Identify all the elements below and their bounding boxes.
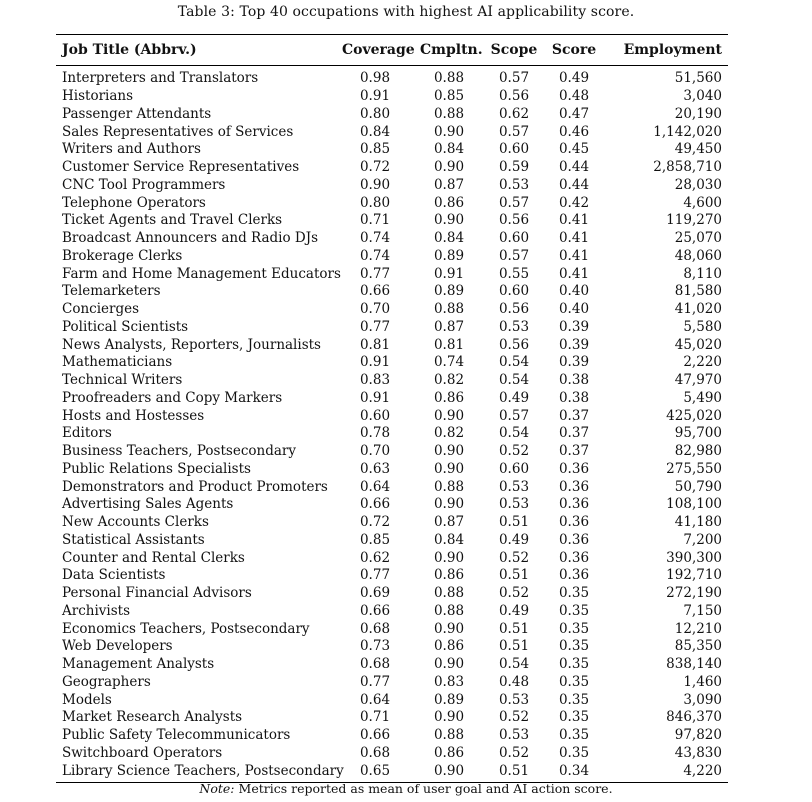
cell-employment: 838,140 — [666, 656, 722, 673]
cell-scope: 0.57 — [498, 194, 530, 211]
cell-job-title: News Analysts, Reporters, Journalists — [62, 336, 321, 353]
cell-employment: 119,270 — [666, 212, 722, 229]
cell-score: 0.37 — [558, 443, 590, 460]
cell-score: 0.44 — [558, 159, 590, 176]
table-row — [56, 265, 728, 283]
cell-completion: 0.87 — [433, 514, 465, 531]
cell-scope: 0.48 — [498, 673, 530, 690]
table-row — [56, 638, 728, 656]
table-row — [56, 123, 728, 141]
cell-scope: 0.60 — [498, 230, 530, 247]
cell-scope: 0.52 — [498, 549, 530, 566]
table-row — [56, 443, 728, 461]
table-row — [56, 478, 728, 496]
cell-scope: 0.57 — [498, 407, 530, 424]
cell-score: 0.35 — [558, 585, 590, 602]
cell-coverage: 0.72 — [359, 514, 391, 531]
cell-employment: 192,710 — [666, 567, 722, 584]
table-row — [56, 390, 728, 408]
cell-scope: 0.52 — [498, 709, 530, 726]
table-row — [56, 159, 728, 177]
cell-employment: 1,142,020 — [653, 123, 722, 140]
header-scope: Scope — [484, 35, 544, 66]
cell-employment: 47,970 — [674, 372, 722, 389]
cell-completion: 0.86 — [433, 638, 465, 655]
cell-employment: 4,220 — [604, 762, 728, 782]
cell-scope: 0.51 — [498, 638, 530, 655]
cell-scope: 0.56 — [498, 336, 530, 353]
cell-job-title: Proofreaders and Copy Markers — [62, 389, 283, 406]
cell-score: 0.35 — [558, 673, 590, 690]
cell-completion: 0.88 — [433, 602, 465, 619]
table-row — [56, 496, 728, 514]
table-note — [0, 781, 812, 796]
cell-completion: 0.86 — [433, 389, 465, 406]
cell-job-title: Models — [62, 691, 112, 708]
cell-job-title: Passenger Attendants — [62, 105, 212, 122]
cell-completion: 0.83 — [433, 673, 465, 690]
cell-scope: 0.52 — [498, 744, 530, 761]
cell-job-title: Historians — [62, 88, 134, 105]
cell-score: 0.36 — [558, 531, 590, 548]
cell-employment: 846,370 — [666, 709, 722, 726]
cell-scope: 0.55 — [498, 265, 530, 282]
table-row — [56, 248, 728, 266]
cell-completion: 0.88 — [433, 727, 465, 744]
cell-job-title: Advertising Sales Agents — [62, 496, 234, 513]
table-row — [56, 549, 728, 567]
cell-scope: 0.53 — [498, 478, 530, 495]
cell-scope: 0.60 — [498, 141, 530, 158]
cell-job-title: Personal Financial Advisors — [62, 585, 252, 602]
cell-employment: 8,110 — [683, 265, 722, 282]
table-row — [56, 106, 728, 124]
cell-coverage: 0.91 — [359, 88, 391, 105]
cell-job-title: Hosts and Hostesses — [62, 407, 205, 424]
table-row — [56, 177, 728, 195]
occupations-table — [56, 34, 728, 783]
cell-completion: 0.86 — [433, 744, 465, 761]
cell-score: 0.35 — [558, 691, 590, 708]
cell-coverage: 0.68 — [359, 744, 391, 761]
table-row — [56, 585, 728, 603]
cell-completion: 0.81 — [433, 336, 465, 353]
cell-completion: 0.88 — [433, 70, 465, 87]
cell-score: 0.37 — [558, 407, 590, 424]
cell-coverage: 0.65 — [336, 762, 414, 782]
table-row — [56, 762, 728, 782]
table-row — [56, 532, 728, 550]
header-score: Score — [544, 35, 604, 66]
cell-job-title: Interpreters and Translators — [62, 70, 259, 87]
cell-employment: 43,830 — [674, 744, 722, 761]
cell-completion: 0.89 — [433, 283, 465, 300]
cell-score: 0.36 — [558, 514, 590, 531]
cell-job-title: Farm and Home Management Educators — [62, 265, 341, 282]
table-row — [56, 745, 728, 763]
cell-employment: 3,090 — [683, 691, 722, 708]
cell-coverage: 0.77 — [359, 567, 391, 584]
cell-scope: 0.52 — [498, 443, 530, 460]
header-employment: Employment — [604, 35, 728, 66]
cell-score: 0.40 — [558, 301, 590, 318]
cell-employment: 20,190 — [674, 105, 722, 122]
cell-employment: 7,150 — [683, 602, 722, 619]
cell-coverage: 0.98 — [359, 70, 391, 87]
cell-employment: 50,790 — [674, 478, 722, 495]
cell-scope: 0.53 — [498, 691, 530, 708]
cell-employment: 425,020 — [666, 407, 722, 424]
cell-completion: 0.87 — [433, 318, 465, 335]
cell-employment: 4,600 — [683, 194, 722, 211]
cell-employment: 2,220 — [683, 354, 722, 371]
cell-score: 0.36 — [558, 496, 590, 513]
cell-score: 0.35 — [558, 620, 590, 637]
cell-job-title: Economics Teachers, Postsecondary — [62, 620, 310, 637]
cell-completion: 0.90 — [433, 496, 465, 513]
cell-job-title: Ticket Agents and Travel Clerks — [62, 212, 283, 229]
cell-completion: 0.90 — [433, 443, 465, 460]
cell-score: 0.35 — [558, 656, 590, 673]
cell-scope: 0.54 — [498, 656, 530, 673]
cell-score: 0.36 — [558, 478, 590, 495]
table-row — [56, 620, 728, 638]
cell-scope: 0.54 — [498, 354, 530, 371]
cell-job-title: Public Relations Specialists — [62, 460, 251, 477]
cell-coverage: 0.74 — [359, 230, 391, 247]
cell-job-title: Demonstrators and Product Promoters — [62, 478, 328, 495]
cell-completion: 0.88 — [433, 478, 465, 495]
cell-completion: 0.90 — [433, 212, 465, 229]
cell-completion: 0.90 — [433, 460, 465, 477]
cell-employment: 108,100 — [666, 496, 722, 513]
cell-scope: 0.59 — [498, 159, 530, 176]
cell-coverage: 0.60 — [359, 407, 391, 424]
table-row — [56, 354, 728, 372]
table-row — [56, 461, 728, 479]
table-row — [56, 656, 728, 674]
table-row — [56, 372, 728, 390]
cell-scope: 0.60 — [498, 283, 530, 300]
header-job-title: Job Title (Abbrv.) — [56, 35, 336, 66]
cell-scope: 0.57 — [498, 70, 530, 87]
cell-coverage: 0.66 — [359, 496, 391, 513]
cell-completion: 0.90 — [433, 159, 465, 176]
cell-coverage: 0.70 — [359, 301, 391, 318]
cell-job-title: Mathematicians — [62, 354, 173, 371]
cell-scope: 0.56 — [498, 212, 530, 229]
cell-employment: 1,460 — [683, 673, 722, 690]
cell-scope: 0.53 — [498, 176, 530, 193]
cell-score: 0.37 — [558, 425, 590, 442]
cell-job-title: Writers and Authors — [62, 141, 201, 158]
cell-job-title: Concierges — [62, 301, 140, 318]
cell-job-title: Political Scientists — [62, 318, 189, 335]
cell-employment: 3,040 — [683, 88, 722, 105]
cell-coverage: 0.68 — [359, 620, 391, 637]
cell-coverage: 0.83 — [359, 372, 391, 389]
cell-completion: 0.85 — [433, 88, 465, 105]
cell-scope: 0.56 — [498, 88, 530, 105]
cell-scope: 0.53 — [498, 727, 530, 744]
cell-employment: 390,300 — [666, 549, 722, 566]
cell-coverage: 0.90 — [359, 176, 391, 193]
cell-employment: 82,980 — [674, 443, 722, 460]
cell-coverage: 0.62 — [359, 549, 391, 566]
cell-coverage: 0.72 — [359, 159, 391, 176]
cell-coverage: 0.84 — [359, 123, 391, 140]
cell-employment: 275,550 — [666, 460, 722, 477]
cell-score: 0.38 — [558, 389, 590, 406]
table-row — [56, 603, 728, 621]
cell-employment: 48,060 — [674, 247, 722, 264]
cell-coverage: 0.77 — [359, 318, 391, 335]
cell-scope: 0.57 — [498, 247, 530, 264]
cell-scope: 0.62 — [498, 105, 530, 122]
cell-employment: 81,580 — [674, 283, 722, 300]
cell-scope: 0.51 — [498, 514, 530, 531]
cell-score: 0.40 — [558, 283, 590, 300]
cell-scope: 0.54 — [498, 372, 530, 389]
cell-employment: 2,858,710 — [653, 159, 722, 176]
cell-coverage: 0.77 — [359, 265, 391, 282]
table-row — [56, 230, 728, 248]
cell-scope: 0.53 — [498, 318, 530, 335]
cell-completion: 0.91 — [433, 265, 465, 282]
cell-coverage: 0.78 — [359, 425, 391, 442]
cell-job-title: Archivists — [62, 602, 131, 619]
table-row — [56, 141, 728, 159]
cell-score: 0.39 — [558, 354, 590, 371]
cell-score: 0.41 — [558, 247, 590, 264]
cell-job-title: Geographers — [62, 673, 151, 690]
cell-job-title: Brokerage Clerks — [62, 247, 183, 264]
cell-job-title: Switchboard Operators — [62, 744, 223, 761]
cell-employment: 41,180 — [674, 514, 722, 531]
cell-score: 0.34 — [544, 762, 604, 782]
cell-completion: 0.86 — [433, 194, 465, 211]
cell-completion: 0.86 — [433, 567, 465, 584]
cell-coverage: 0.66 — [359, 602, 391, 619]
cell-scope: 0.49 — [498, 602, 530, 619]
cell-score: 0.41 — [558, 265, 590, 282]
cell-completion: 0.84 — [433, 531, 465, 548]
cell-completion: 0.90 — [433, 656, 465, 673]
cell-scope: 0.49 — [498, 531, 530, 548]
cell-coverage: 0.63 — [359, 460, 391, 477]
table-row — [56, 407, 728, 425]
cell-completion: 0.90 — [433, 123, 465, 140]
cell-employment: 85,350 — [674, 638, 722, 655]
cell-job-title: Broadcast Announcers and Radio DJs — [62, 230, 319, 247]
cell-job-title: Market Research Analysts — [62, 709, 243, 726]
cell-coverage: 0.80 — [359, 105, 391, 122]
cell-job-title: Web Developers — [62, 638, 173, 655]
cell-scope: 0.52 — [498, 585, 530, 602]
table-row — [56, 727, 728, 745]
cell-score: 0.42 — [558, 194, 590, 211]
cell-employment: 272,190 — [666, 585, 722, 602]
table-row — [56, 336, 728, 354]
cell-coverage: 0.91 — [359, 389, 391, 406]
cell-job-title: Public Safety Telecommunicators — [62, 727, 291, 744]
table-row — [56, 691, 728, 709]
cell-completion: 0.84 — [433, 230, 465, 247]
cell-completion: 0.82 — [433, 425, 465, 442]
cell-coverage: 0.77 — [359, 673, 391, 690]
cell-job-title: Counter and Rental Clerks — [62, 549, 245, 566]
cell-job-title: Library Science Teachers, Postsecondary — [56, 762, 336, 782]
cell-completion: 0.89 — [433, 691, 465, 708]
cell-score: 0.49 — [558, 70, 590, 87]
cell-job-title: Telephone Operators — [62, 194, 206, 211]
table-row — [56, 674, 728, 692]
cell-score: 0.35 — [558, 638, 590, 655]
cell-employment: 51,560 — [674, 70, 722, 87]
cell-score: 0.45 — [558, 141, 590, 158]
header-row — [56, 35, 728, 66]
cell-employment: 7,200 — [683, 531, 722, 548]
cell-coverage: 0.71 — [359, 709, 391, 726]
cell-score: 0.44 — [558, 176, 590, 193]
cell-score: 0.46 — [558, 123, 590, 140]
cell-coverage: 0.66 — [359, 283, 391, 300]
cell-scope: 0.53 — [498, 496, 530, 513]
cell-score: 0.38 — [558, 372, 590, 389]
cell-coverage: 0.64 — [359, 691, 391, 708]
cell-employment: 45,020 — [674, 336, 722, 353]
cell-scope: 0.57 — [498, 123, 530, 140]
cell-score: 0.41 — [558, 212, 590, 229]
cell-coverage: 0.64 — [359, 478, 391, 495]
cell-scope: 0.51 — [498, 567, 530, 584]
cell-job-title: Editors — [62, 425, 112, 442]
cell-completion: 0.88 — [433, 301, 465, 318]
cell-completion: 0.82 — [433, 372, 465, 389]
cell-employment: 5,580 — [683, 318, 722, 335]
table-row — [56, 283, 728, 301]
cell-job-title: Technical Writers — [62, 372, 183, 389]
cell-completion: 0.88 — [433, 585, 465, 602]
table-row — [56, 88, 728, 106]
cell-score: 0.35 — [558, 709, 590, 726]
cell-coverage: 0.68 — [359, 656, 391, 673]
cell-score: 0.41 — [558, 230, 590, 247]
cell-job-title: Telemarketers — [62, 283, 161, 300]
cell-scope: 0.60 — [498, 460, 530, 477]
cell-coverage: 0.81 — [359, 336, 391, 353]
cell-scope: 0.51 — [498, 620, 530, 637]
cell-job-title: Data Scientists — [62, 567, 166, 584]
cell-coverage: 0.69 — [359, 585, 391, 602]
table-row — [56, 212, 728, 230]
cell-score: 0.39 — [558, 318, 590, 335]
cell-score: 0.48 — [558, 88, 590, 105]
cell-completion: 0.84 — [433, 141, 465, 158]
cell-coverage: 0.85 — [359, 141, 391, 158]
table-row — [56, 514, 728, 532]
cell-completion: 0.90 — [433, 620, 465, 637]
cell-completion: 0.90 — [433, 549, 465, 566]
cell-score: 0.36 — [558, 549, 590, 566]
cell-score: 0.36 — [558, 460, 590, 477]
table-caption: Table 3: Top 40 occupations with highest AI applicability score. — [177, 4, 635, 20]
cell-scope: 0.56 — [498, 301, 530, 318]
cell-score: 0.35 — [558, 744, 590, 761]
cell-completion: 0.89 — [433, 247, 465, 264]
table-row — [56, 301, 728, 319]
cell-employment: 97,820 — [674, 727, 722, 744]
cell-score: 0.35 — [558, 602, 590, 619]
table-row — [56, 194, 728, 212]
cell-employment: 5,490 — [683, 389, 722, 406]
cell-job-title: Customer Service Representatives — [62, 159, 300, 176]
cell-employment: 41,020 — [674, 301, 722, 318]
cell-employment: 95,700 — [674, 425, 722, 442]
cell-employment: 25,070 — [674, 230, 722, 247]
cell-coverage: 0.73 — [359, 638, 391, 655]
cell-completion: 0.90 — [433, 407, 465, 424]
cell-score: 0.47 — [558, 105, 590, 122]
note-label: Note: — [199, 781, 235, 796]
cell-completion: 0.74 — [433, 354, 465, 371]
table-row — [56, 567, 728, 585]
table-row — [56, 709, 728, 727]
note-text: Metrics reported as mean of user goal and AI action score. — [238, 781, 613, 796]
cell-employment: 12,210 — [674, 620, 722, 637]
cell-coverage: 0.71 — [359, 212, 391, 229]
cell-coverage: 0.91 — [359, 354, 391, 371]
cell-coverage: 0.80 — [359, 194, 391, 211]
cell-job-title: CNC Tool Programmers — [62, 176, 226, 193]
table-row — [56, 66, 728, 88]
cell-coverage: 0.74 — [359, 247, 391, 264]
cell-job-title: New Accounts Clerks — [62, 514, 209, 531]
cell-coverage: 0.85 — [359, 531, 391, 548]
cell-job-title: Statistical Assistants — [62, 531, 205, 548]
header-coverage: Coverage — [336, 35, 414, 66]
cell-scope: 0.49 — [498, 389, 530, 406]
cell-employment: 28,030 — [674, 176, 722, 193]
cell-coverage: 0.66 — [359, 727, 391, 744]
cell-score: 0.36 — [558, 567, 590, 584]
cell-employment: 49,450 — [674, 141, 722, 158]
cell-completion: 0.90 — [433, 709, 465, 726]
cell-job-title: Management Analysts — [62, 656, 215, 673]
cell-job-title: Sales Representatives of Services — [62, 123, 294, 140]
cell-completion: 0.87 — [433, 176, 465, 193]
cell-completion: 0.90 — [414, 762, 484, 782]
cell-scope: 0.54 — [498, 425, 530, 442]
table-body — [56, 66, 728, 783]
cell-job-title: Business Teachers, Postsecondary — [62, 443, 296, 460]
cell-coverage: 0.70 — [359, 443, 391, 460]
cell-score: 0.39 — [558, 336, 590, 353]
header-completion: Cmpltn. — [414, 35, 484, 66]
cell-completion: 0.88 — [433, 105, 465, 122]
cell-scope: 0.51 — [484, 762, 544, 782]
table-row — [56, 425, 728, 443]
cell-score: 0.35 — [558, 727, 590, 744]
table-row — [56, 319, 728, 337]
